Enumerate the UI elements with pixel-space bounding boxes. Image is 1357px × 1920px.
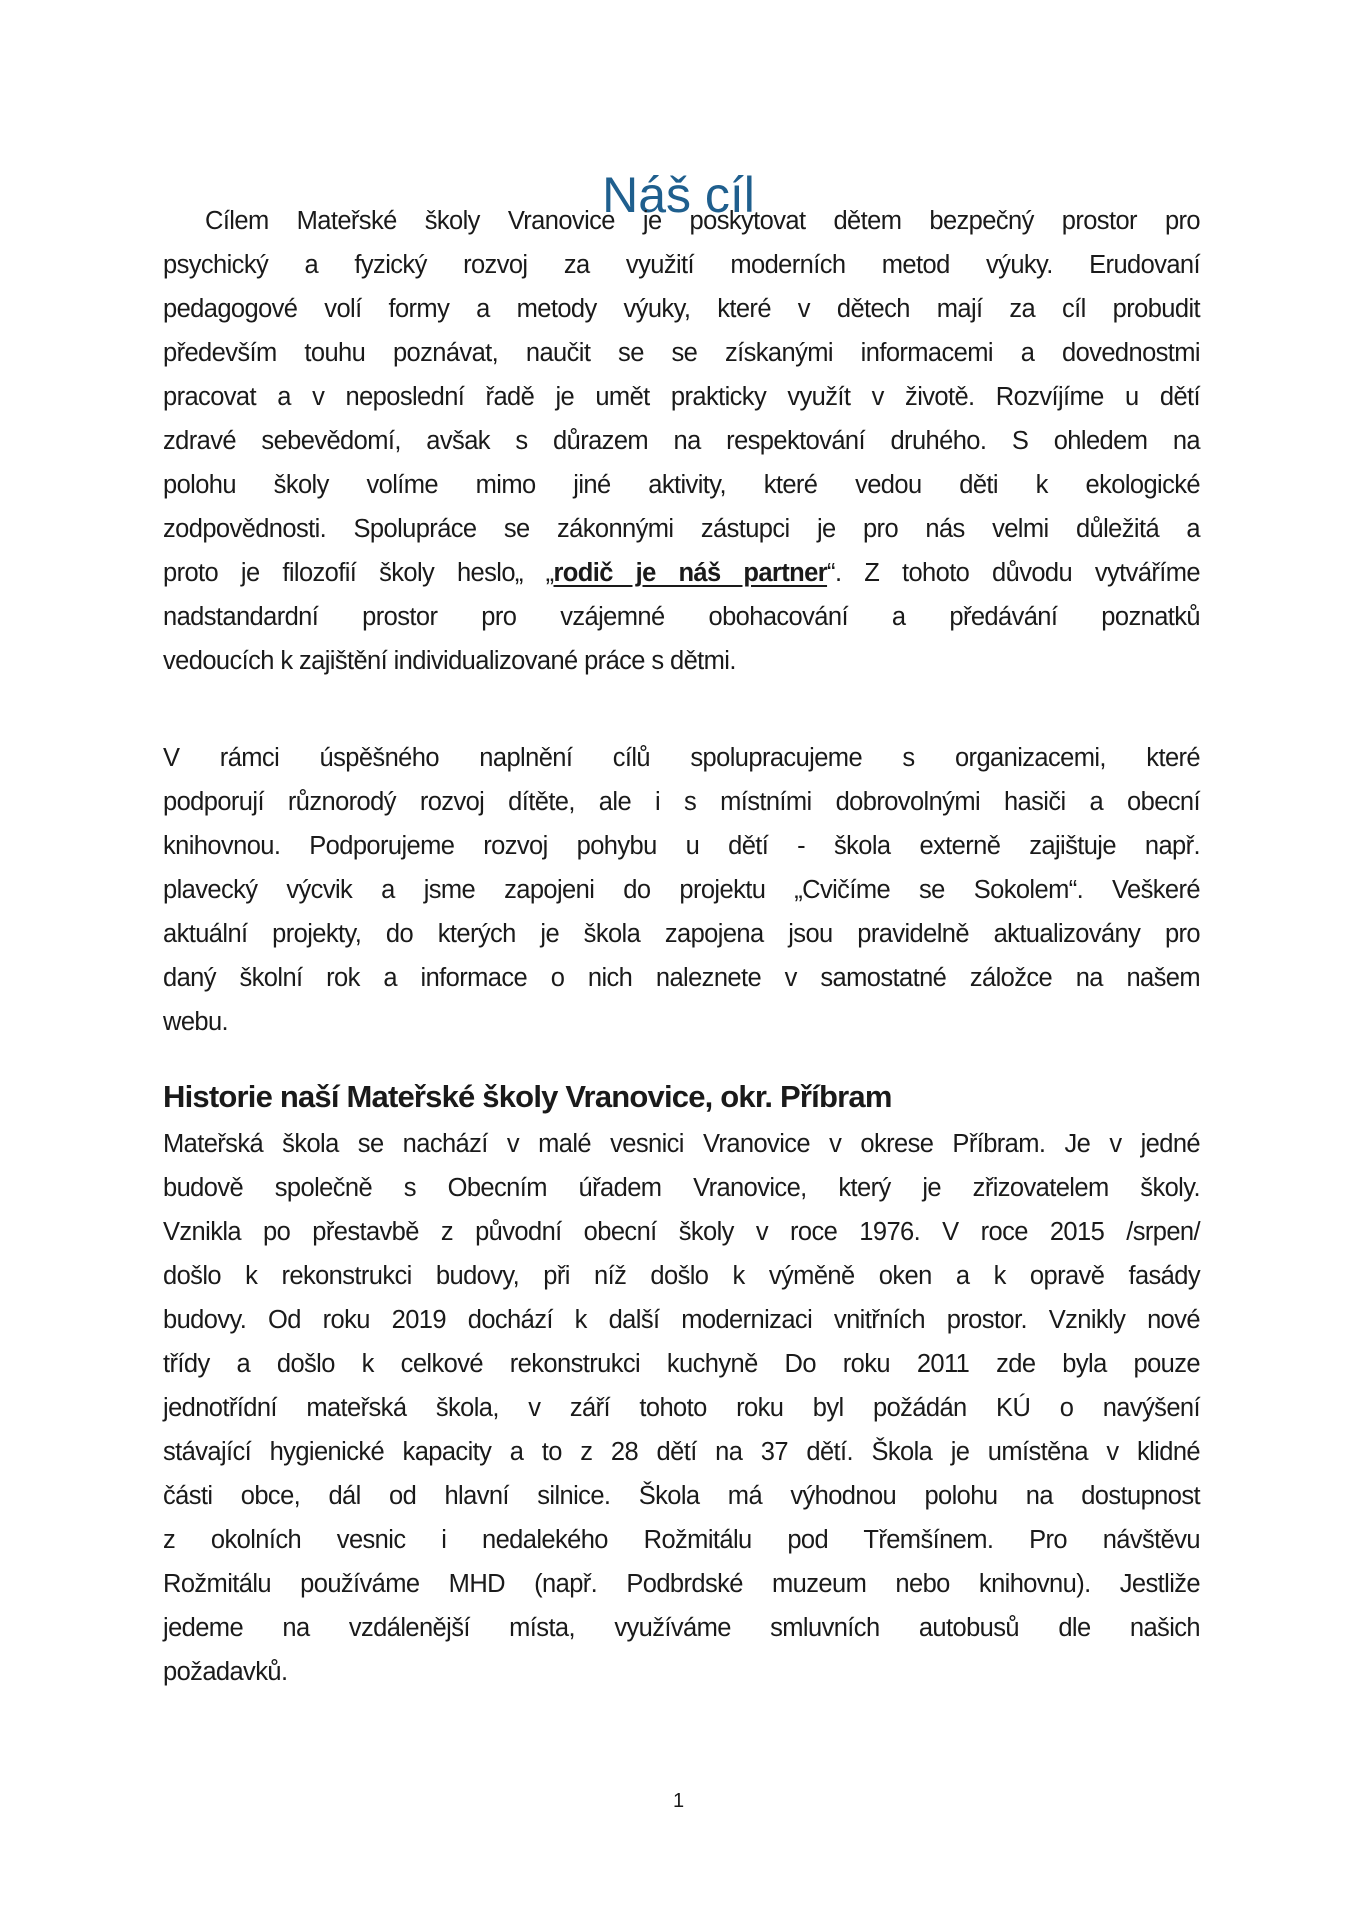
page-number: 1 xyxy=(672,1790,685,1812)
text-line: Vznikla po přestavbě z původní obecní školy v roce 1976. V roce 2015 /srpen/ xyxy=(163,1218,1200,1246)
text-line: pedagogové volí formy a metody výuky, které v dětech mají za cíl probudit xyxy=(163,295,1200,323)
text-line: knihovnou. Podporujeme rozvoj pohybu u dětí - škola externě zajištuje např. xyxy=(163,832,1200,860)
text-line: webu. xyxy=(163,1008,229,1036)
text-line: části obce, dál od hlavní silnice. Škola má výhodnou polohu na dostupnost xyxy=(163,1482,1200,1510)
text-line: budovy. Od roku 2019 dochází k další modernizaci vnitřních prostor. Vznikly nové xyxy=(163,1306,1200,1334)
text-line: aktuální projekty, do kterých je škola zapojena jsou pravidelně aktualizovány pro xyxy=(163,920,1200,948)
text-line: zdravé sebevědomí, avšak s důrazem na respektování druhého. S ohledem na xyxy=(163,427,1200,455)
text-line: polohu školy volíme mimo jiné aktivity, které vedou děti k ekologické xyxy=(163,471,1200,499)
text-fragment: proto je filozofií školy heslo„ „ xyxy=(163,559,554,587)
text-line: psychický a fyzický rozvoj za využití moderních metod výuky. Erudovaní xyxy=(163,251,1200,279)
text-line: pracovat a v neposlední řadě je umět prakticky využít v životě. Rozvíjíme u dětí xyxy=(163,383,1200,411)
text-line: daný školní rok a informace o nich naleznete v samostatné záložce na našem xyxy=(163,964,1200,992)
text-line: Cílem Mateřské školy Vranovice je poskytovat dětem bezpečný prostor pro xyxy=(205,207,1200,235)
text-fragment: “. Z tohoto důvodu vytváříme xyxy=(827,559,1200,587)
text-line: Rožmitálu používáme MHD (např. Podbrdské muzeum nebo knihovnu). Jestliže xyxy=(163,1570,1200,1598)
text-line: zodpovědnosti. Spolupráce se zákonnými zástupci je pro nás velmi důležitá a xyxy=(163,515,1200,543)
text-line: podporují různorodý rozvoj dítěte, ale i s místními dobrovolnými hasiči a obecní xyxy=(163,788,1200,816)
text-line: z okolních vesnic i nedalekého Rožmitálu pod Třemšínem. Pro návštěvu xyxy=(163,1526,1200,1554)
text-line: V rámci úspěšného naplnění cílů spolupracujeme s organizacemi, které xyxy=(163,744,1200,772)
text-line: především touhu poznávat, naučit se se získanými informacemi a dovednostmi xyxy=(163,339,1200,367)
text-line: stávající hygienické kapacity a to z 28 dětí na 37 dětí. Škola je umístěna v klidné xyxy=(163,1438,1200,1466)
text-line: nadstandardní prostor pro vzájemné obohacování a předávání poznatků xyxy=(163,603,1200,631)
text-line: třídy a došlo k celkové rekonstrukci kuchyně Do roku 2011 zde byla pouze xyxy=(163,1350,1200,1378)
goal-paragraph-1 xyxy=(163,199,1200,683)
goal-paragraph-2 xyxy=(163,736,1200,1044)
history-paragraph xyxy=(163,1122,1200,1694)
text-line: jedeme na vzdálenější místa, využíváme smluvních autobusů dle našich xyxy=(163,1614,1200,1642)
text-line: došlo k rekonstrukci budovy, při níž došlo k výměně oken a k opravě fasády xyxy=(163,1262,1200,1290)
page-title: Náš cíl xyxy=(602,167,755,223)
text-line: Mateřská škola se nachází v malé vesnici Vranovice v okrese Příbram. Je v jedné xyxy=(163,1130,1200,1158)
text-line: plavecký výcvik a jsme zapojeni do projektu „Cvičíme se Sokolem“. Veškeré xyxy=(163,876,1200,904)
partner-line xyxy=(163,551,1200,595)
history-heading: Historie naší Mateřské školy Vranovice, okr. Příbram xyxy=(163,1079,892,1114)
text-line: budově společně s Obecním úřadem Vranovice, který je zřizovatelem školy. xyxy=(163,1174,1200,1202)
text-line: vedoucích k zajištění individualizované práce s dětmi. xyxy=(163,647,736,675)
school-motto: rodič je náš partner xyxy=(553,559,828,587)
text-line: jednotřídní mateřská škola, v září tohoto roku byl požádán KÚ o navýšení xyxy=(163,1394,1200,1422)
text-line: požadavků. xyxy=(163,1658,288,1686)
